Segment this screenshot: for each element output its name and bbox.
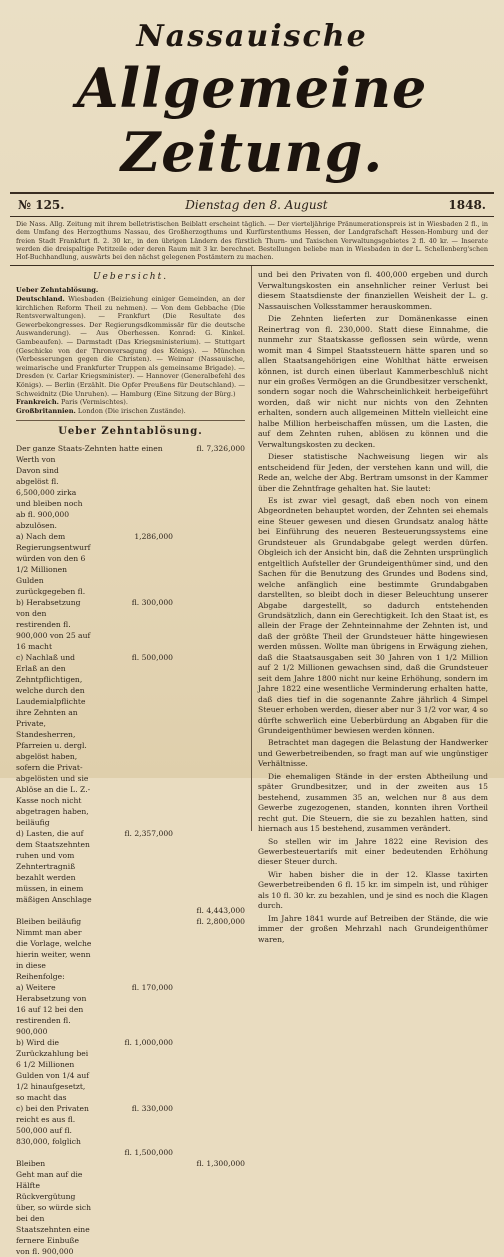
article-paragraph: Im Jahre 1841 wurde auf Betreiben der Stände, die wie immer der großen Mehrzahl nach Grundeigenthümer waren, bbox=[258, 913, 488, 944]
article-paragraph: und bei den Privaten von fl. 400,000 ergeben und durch Verwaltungskosten ein ansehnlicher reiner Verlust bei diesem Staatsdienste der finanziellen Weisheit der L. g. Nassauischen Volksstammer herauskommen. bbox=[258, 270, 488, 311]
ledger-intro-amount: fl. 7,326,000 bbox=[196, 444, 245, 454]
ledger-row bbox=[16, 905, 245, 916]
ledger-cell-b: fl. 1,300,000 bbox=[196, 1159, 245, 1169]
ledger-cell-b bbox=[173, 1169, 245, 1257]
toc-entry bbox=[16, 295, 245, 398]
ledger-cell-b bbox=[173, 531, 245, 597]
ledger-cell-t: c) bei den Privaten reicht es aus fl. 500,000 auf fl. 830,000, folglich bbox=[16, 1104, 89, 1147]
ledger-row bbox=[16, 1158, 245, 1169]
ledger-cell-b bbox=[173, 465, 245, 531]
toc-entry-lead: Deutschland. bbox=[16, 295, 65, 304]
ledger-cell-b bbox=[173, 1147, 245, 1158]
toc-entry-text: London (Die irischen Zustände). bbox=[75, 406, 186, 415]
ledger-cell-t bbox=[16, 905, 93, 916]
ledger-row bbox=[16, 828, 245, 905]
ledger-cell-t: Bleiben bbox=[16, 1159, 46, 1169]
left-column bbox=[10, 266, 252, 1257]
ledger-row bbox=[16, 982, 245, 1037]
ledger-cell-a: fl. 170,000 bbox=[131, 983, 173, 993]
issue-number: № 125. bbox=[18, 198, 65, 212]
masthead-kicker: Nassauische bbox=[136, 19, 368, 54]
table-of-contents bbox=[16, 286, 245, 415]
ledger-cell-t: a) Nach dem Regierungsentwurf würden von den 6 1/2 Millionen Gulden zurückgegeben fl. bbox=[16, 532, 91, 597]
subscription-notice: Die Nass. Allg. Zeitung mit ihrem belletristischen Beiblatt erscheint täglich. — Der vierteljährige Pränumerationspreis ist in Wiesbaden 2 fl., in dem Umfang des Herzogthums Nassau, des Großherzogthums und Kurfürstenthums Hessen, der Landgrafschaft Hessen-Homburg und der freien Stadt Frankfurt fl. 2. 30 kr., in den übrigen Ländern des fürstlich Thurn- und Taxischen Verwaltungsgebietes 2 fl. 40 kr. — Inserate werden die dreispaltige Petitzeile oder deren Raum mit 3 kr. berechnet. Bestellungen beliebe man in Wiesbaden in der L. Schellenberg'schen Hof-Buchhandlung, auswärts bei den nächst gelegenen Postämtern zu machen. bbox=[10, 217, 494, 266]
ledger-cell-b bbox=[173, 1037, 245, 1103]
issue-date: Dienstag den 8. August bbox=[185, 198, 328, 212]
ledger-cell-a: 1,286,000 bbox=[134, 532, 173, 542]
right-column bbox=[252, 266, 494, 944]
ledger-row bbox=[16, 1147, 245, 1158]
article-paragraph: So stellen wir im Jahre 1822 eine Revision des Gewerbesteuertarifs mit einer bedeutenden Erhöhung dieser Steuer durch. bbox=[258, 836, 488, 867]
ledger-intro bbox=[16, 443, 245, 465]
toc-entry bbox=[16, 286, 245, 295]
article-paragraph: Die ehemaligen Stände in der ersten Abtheilung und später Grundbesitzer, und in der zweiten aus 15 bestehend, zusammen 35 an, welchen nur 8 aus dem Gewerbe zugezogenen, standen, konnten ihren Vortheil recht gut. Die Steuern, die sie zu bezahlen hatten, sind hiernach aus 15 bestehend, zusammen verändert. bbox=[258, 771, 488, 834]
ledger-row bbox=[16, 597, 245, 652]
ledger-cell-b bbox=[173, 652, 245, 828]
masthead-title: Allgemeine Zeitung. bbox=[76, 56, 428, 184]
toc-entry-text: Paris (Vermischtes). bbox=[58, 398, 128, 407]
ledger-cell-t: d) Lasten, die auf dem Staatszehnten ruhen und vom Zehntertragniß bezahlt werden müssen, in einem mäßigen Anschlage bbox=[16, 829, 92, 905]
ledger-cell-a: fl. 2,357,000 bbox=[124, 829, 173, 839]
ledger-cell-b bbox=[173, 982, 245, 1037]
divider bbox=[16, 420, 245, 421]
ledger-cell-a bbox=[93, 465, 173, 531]
article-paragraph: Wir haben bisher die in der 12. Klasse taxirten Gewerbetreibenden 6 fl. 15 kr. im simpeln ist, und rühiger als 10 fl. 30 kr. zu bezahlen, und je sind es noch die Klagen durch. bbox=[258, 869, 488, 911]
article-paragraph: Es ist zwar viel gesagt, daß eben noch von einem Abgeordneten behauptet worden, der Zehnten sei ehemals eine Steuer gewesen und diesen Grundsatz analog hätte bei Einführung des neueren Besteuerungssystems eine Grundsteuer als Grundabgabe gelegt werden dürfen. Obgleich ich der Ansicht bin, daß die Zehnten ursprünglich entgeltlich Aufsteller der Grundeigenthümer sind, und den Sachen für die Benutzung des Grundes und Bodens sind, welche anfänglich eine bestimmte Grundabgaben darstellten, so bleibt doch in dieser Beleuchtung unserer Abgabe dargestellt, so dadurch entstehenden Grundsätzlich, dann ein Gerechtigkeit. Ich den Staat ist, es allein der Frage der Zehnteinnahme der Zehnten ist, und daß der größte Theil der Grundsteuer hätte hingewiesen werden müssen. Wollte man übrigens in Erwägung ziehen, daß die Staatsausgaben seit 30 Jahren von 1 1/2 Million auf 2 1/2 Millionen gewachsen sind, daß die Grundsteuer seit dem Jahre 1800 nicht nur keine Erhöhung, sondern im Jahre 1822 eine wesentliche Verminderung erhalten hatte, daß dies tief in die sogenannte Zahre jährlich 4 Simpel Steuer erhoben werden, dieser aber nur 3 1/2 vor war, 4 so dürfte schwerlich eine Ueberbürdung an Abgaben für die Grundeigenthümer bewiesen werden können. bbox=[258, 496, 488, 735]
ledger-cell-t: b) Herabsetzung von den restirenden fl. 900,000 von 25 auf 16 macht bbox=[16, 598, 91, 652]
ledger-cell-a: fl. 300,000 bbox=[131, 598, 173, 608]
toc-entry bbox=[16, 407, 245, 416]
toc-entry-lead: Großbritannien. bbox=[16, 406, 76, 415]
ledger-row bbox=[16, 1169, 245, 1257]
ledger-cell-b bbox=[173, 927, 245, 982]
ledger-cell-a: fl. 1,500,000 bbox=[124, 1148, 173, 1158]
ledger-cell-t: Geht man auf die Hälfte Rückvergütung über, so würde sich bei den Staatszehnten eine fernere Einbuße von fl. 900,000 bbox=[16, 1170, 92, 1257]
ledger-row bbox=[16, 531, 245, 597]
ledger-row bbox=[16, 465, 245, 531]
ledger-row bbox=[16, 1103, 245, 1147]
ledger-cell-t: c) Nachlaß und Erlaß an den Zehntpflichtigen, welche durch den Laudemialpflichte ihre Zehnten an Private, Standesherren, Pfarreien u. dergl. abgelöst haben, sofern die Privat- abgelösten und sie Ablöse an die L. Z.-Kasse noch nicht abgetragen haben, beiläufig bbox=[16, 653, 91, 828]
ledger-cell-a: fl. 1,000,000 bbox=[124, 1038, 173, 1048]
ledger-row bbox=[16, 652, 245, 828]
ledger-row bbox=[16, 1037, 245, 1103]
article-paragraph: Dieser statistische Nachweisung liegen wir als entscheidend für Jeden, der verstehen kann und will, die Rede an, welche der Abg. Bertram umsonst in der Kammer über die Zehntfrage gehalten hat. Sie lautet: bbox=[258, 452, 488, 493]
ledger-cell-b bbox=[173, 1103, 245, 1147]
ledger-cell-a bbox=[93, 927, 173, 982]
masthead bbox=[10, 20, 494, 184]
ledger-cell-a: fl. 500,000 bbox=[131, 653, 173, 663]
ledger-cell-b: fl. 2,800,000 bbox=[196, 917, 245, 927]
ledger-intro-text: Der ganze Staats-Zehnten hatte einen Werth von bbox=[16, 444, 163, 465]
ledger-cell-a bbox=[93, 1169, 173, 1257]
ledger bbox=[16, 443, 245, 1257]
ledger-cell-b bbox=[173, 597, 245, 652]
ledger-cell-t: Nimmt man aber die Vorlage, welche hierin weiter, wenn in diese Reihenfolge: bbox=[16, 928, 92, 982]
ledger-cell-a bbox=[93, 905, 173, 916]
article-paragraph: Betrachtet man dagegen die Belastung der Handwerker und Gewerbetreibenden, so fragt man auf wie ungünstiger Verhältnisse. bbox=[258, 738, 488, 769]
dateline bbox=[10, 192, 494, 217]
article-paragraph: Die Zehnten lieferten zur Domänenkasse einen Reinertrag von fl. 230,000. Statt diese Einnahme, die nunmehr zur Staatskasse geflossen sein würde, wenn womit man 4 Simpel Staatssteuern hätte sparen und so allen Staatsangehörigen eine Wohlthat hätte erweisen können, ist durch einen überlaut Kammerbeschluß nicht nur ein großes Vermögen an die Grundbesitzer verschenkt, sondern sogar noch die Wahrscheinlichkeit herbeigeführt worden, daß wir nicht nur nichts von den Zehnten erhalten, sondern auch allgemeinen Mitteln vielleicht eine halbe Million herbeischaffen müssen, um die Lasten, die auf dem Zehnten ruhen, ablösen zu können und die Verwaltungskosten zu decken. bbox=[258, 314, 488, 449]
toc-entry bbox=[16, 398, 245, 407]
issue-year: 1848. bbox=[448, 198, 486, 212]
toc-entry-lead: Ueber Zehntablösung. bbox=[16, 286, 99, 295]
ledger-cell-b: fl. 4,443,000 bbox=[196, 906, 245, 916]
ledger-cell-t: Davon sind abgelöst fl. 6,500,000 zirka und bleiben noch ab fl. 900,000 abzulösen. bbox=[16, 466, 83, 531]
ledger-row bbox=[16, 916, 245, 927]
ledger-cell-a bbox=[93, 1158, 173, 1169]
columns bbox=[10, 266, 494, 1257]
toc-heading: Uebersicht. bbox=[92, 272, 169, 283]
ledger-cell-b bbox=[173, 828, 245, 905]
toc-entry-text: Wiesbaden (Beiziehung einiger Gemeinden, an der kirchlichen Reform Theil zu nehmen). — Von dem Gebbache (Die Rentsverwaltungen). — Frankfurt (Die Resultate des Gewerbekongresses. Der Regierungsdkommissär für die deutsche Auswanderung). — Aus Oberhessen. Konrad: G. Kinkel. Gambeaufen). — Darmstadt (Das Kriegsministerium). — Stuttgart (Geschicke von der Thronversagung des Königs). — München (Verbesserungen gegen die Christen). — Weimar (Nassauische, weimarische und Frankfurter Truppen als gemeinsame Brigade). — Dresden (v. Carlar Kriegsminister). — Hannover (Generalbefehl des Königs). — Berlin (Erzählt. Die Opfer Preußens für Deutschland). — Schweidnitz (Die Unruhen). — Hamburg (Eine Sitzung der Bürg.) bbox=[16, 295, 245, 398]
ledger-cell-t: b) Wird die Zurückzahlung bei 6 1/2 Millionen Gulden von 1/4 auf 1/2 hinaufgesetzt, so macht das bbox=[16, 1038, 90, 1103]
section-heading: Ueber Zehntablösung. bbox=[58, 426, 203, 438]
ledger-cell-t bbox=[16, 1147, 93, 1158]
ledger-cell-t: Bleiben beiläufig bbox=[16, 917, 82, 927]
ledger-cell-a bbox=[93, 916, 173, 927]
toc-entry-lead: Frankreich. bbox=[16, 398, 59, 407]
ledger-row bbox=[16, 927, 245, 982]
ledger-cell-t: a) Weitere Herabsetzung von 16 auf 12 bei den restirenden fl. 900,000 bbox=[16, 983, 87, 1037]
ledger-cell-a: fl. 330,000 bbox=[131, 1104, 173, 1114]
